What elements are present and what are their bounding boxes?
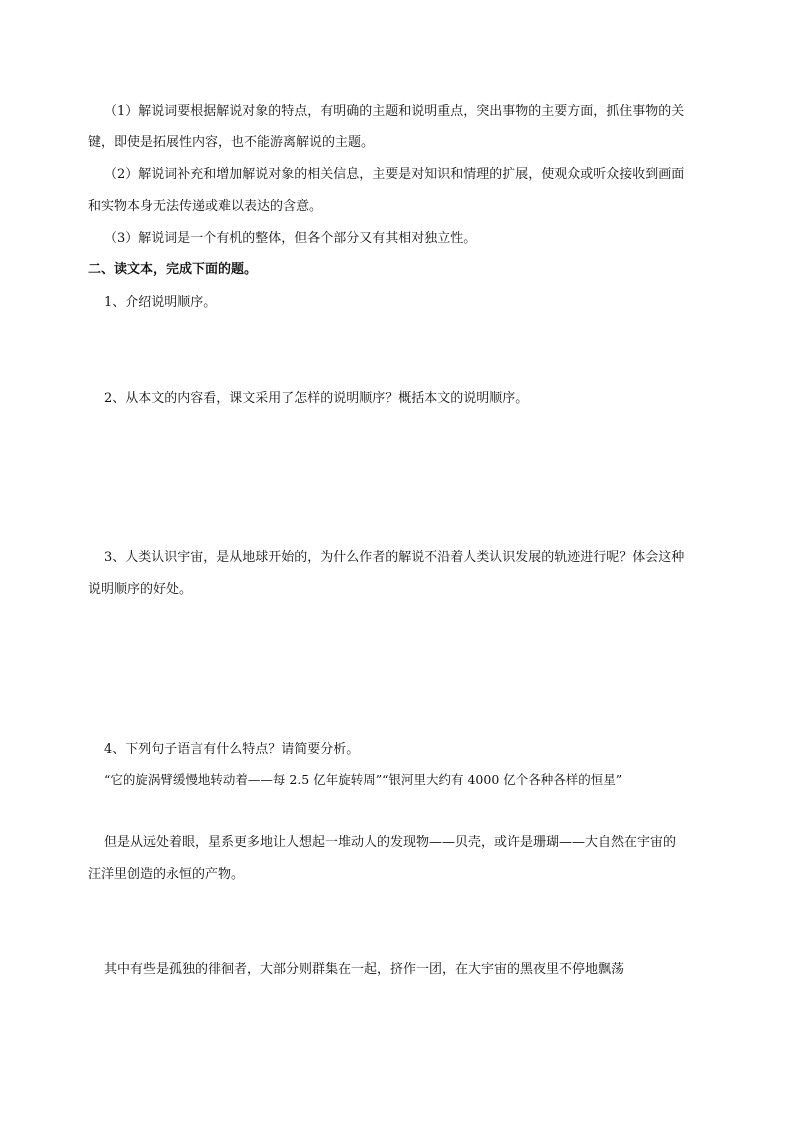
question-2: 2、从本文的内容看，课文采用了怎样的说明顺序？概括本文的说明顺序。	[104, 391, 529, 406]
quote-3: 其中有些是孤独的徘徊者，大部分则群集在一起，挤作一团，在大宇宙的黑夜里不停地飘荡	[104, 962, 625, 977]
note-1-line-1: （1）解说词要根据解说对象的特点，有明确的主题和说明重点，突出事物的主要方面，抓住事物的关	[104, 104, 685, 119]
question-1: 1、介绍说明顺序。	[104, 295, 217, 310]
note-2-line-1: （2）解说词补充和增加解说对象的相关信息，主要是对知识和情理的扩展，使观众或听众接收到画面	[104, 167, 685, 182]
note-3: （3）解说词是一个有机的整体，但各个部分又有其相对独立性。	[104, 231, 477, 246]
quote-1: “它的旋涡臂缓慢地转动着——每 2.5 亿年旋转周”“银河里大约有 4000 亿个各种各样的恒星”	[104, 772, 623, 787]
quote-2-line-1: 但是从远处着眼，星系更多地让人想起一堆动人的发现物——贝壳，或许是珊瑚——大自然在宇宙的	[104, 835, 677, 850]
note-2-line-2: 和实物本身无法传递或难以表达的含意。	[88, 199, 323, 214]
section-heading: 二、读文本，完成下面的题。	[88, 262, 258, 277]
question-3-line-2: 说明顺序的好处。	[88, 582, 193, 597]
question-3-line-1: 3、人类认识宇宙，是从地球开始的，为什么作者的解说不沿着人类认识发展的轨迹进行呢？体会这种	[104, 550, 685, 565]
note-1-line-2: 键，即使是拓展性内容，也不能游离解说的主题。	[88, 135, 375, 150]
question-4: 4、下列句子语言有什么特点？请简要分析。	[104, 742, 360, 757]
quote-2-line-2: 汪洋里创造的永恒的产物。	[88, 867, 245, 882]
